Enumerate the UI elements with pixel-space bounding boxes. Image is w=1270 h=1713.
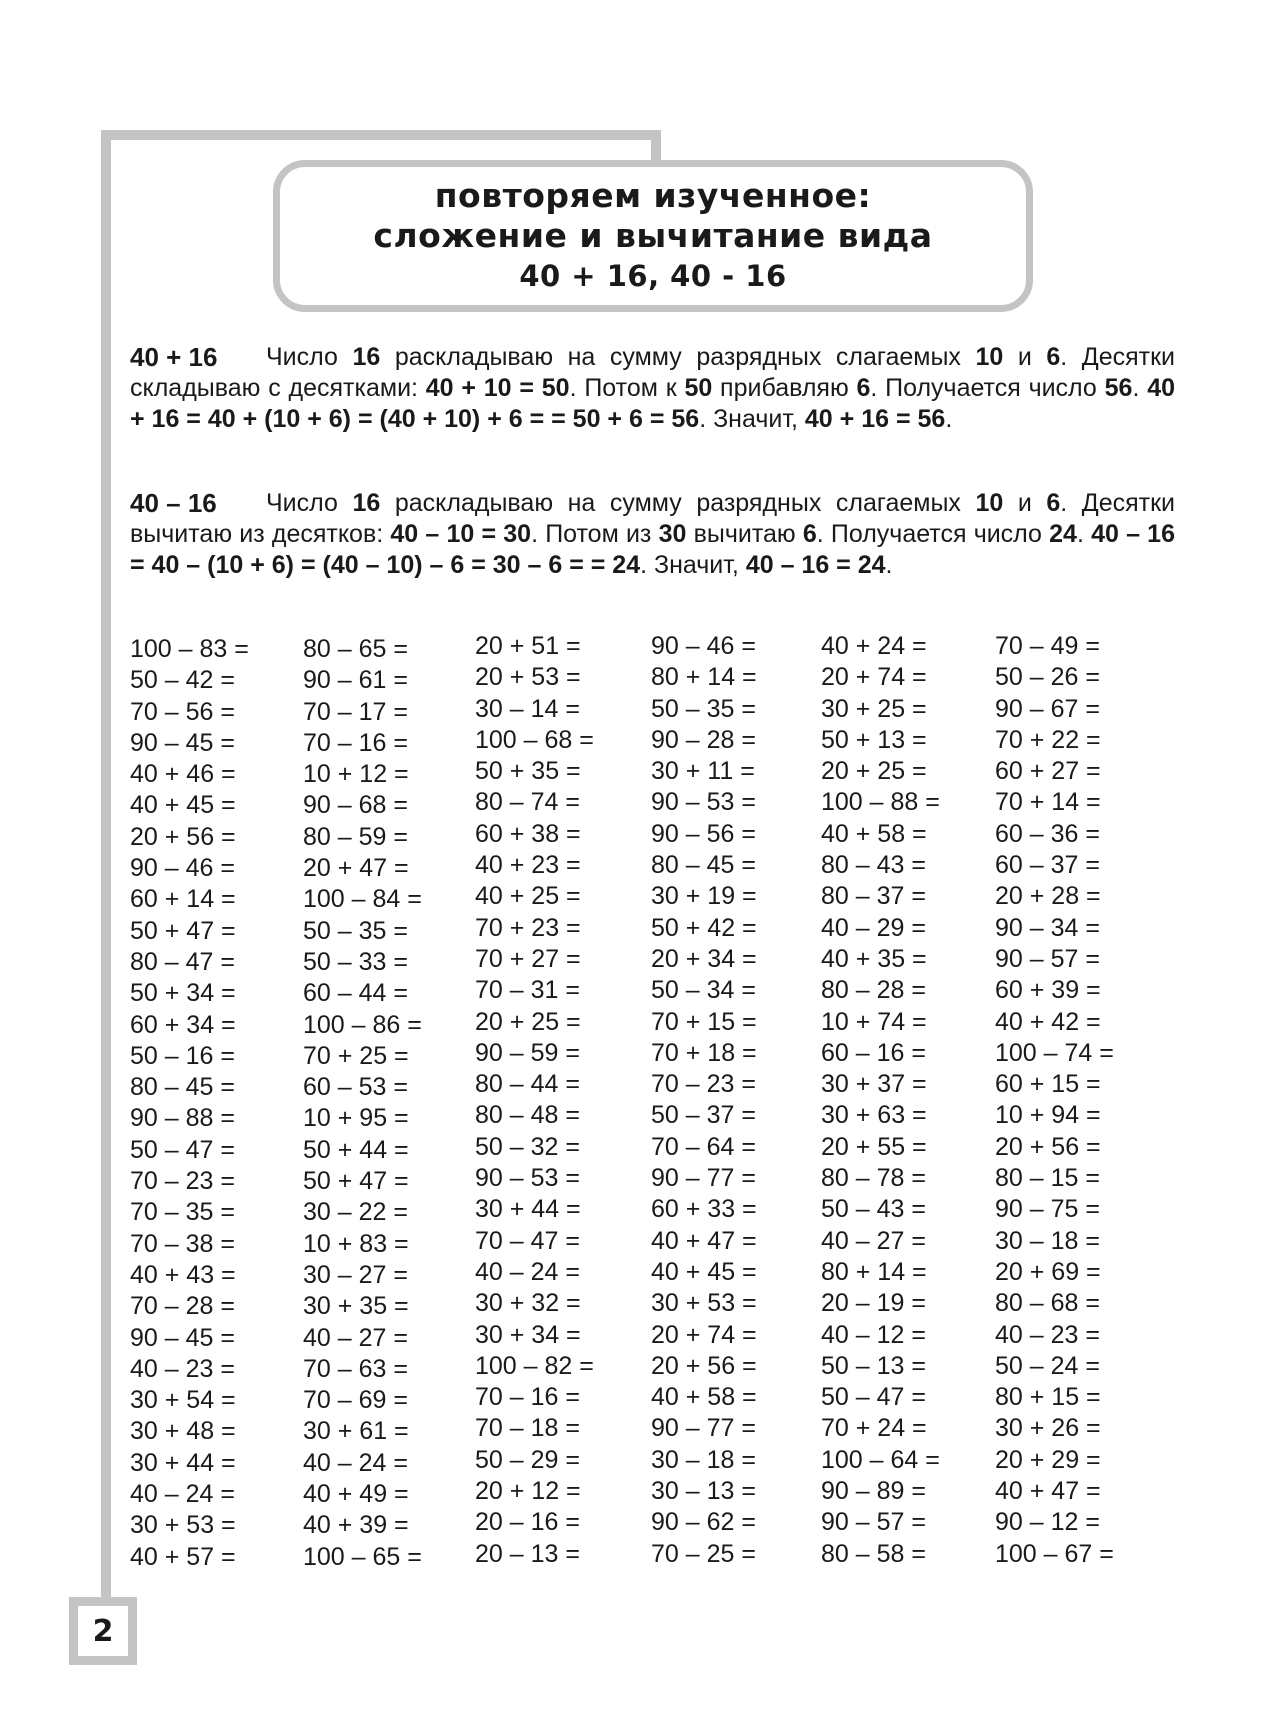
exercise-item: 80 – 15 = bbox=[995, 1164, 1100, 1193]
exercise-item: 80 – 68 = bbox=[995, 1289, 1100, 1318]
exercise-item: 50 – 47 = bbox=[130, 1135, 235, 1164]
exercise-item: 10 + 12 = bbox=[303, 760, 409, 789]
exercise-item: 60 – 44 = bbox=[303, 979, 408, 1008]
exercise-item: 80 – 48 = bbox=[475, 1101, 580, 1130]
exercise-item: 40 + 57 = bbox=[130, 1542, 236, 1571]
exercise-item: 60 + 34 = bbox=[130, 1010, 236, 1039]
exercise-item: 50 + 42 = bbox=[651, 913, 757, 942]
exercise-item: 50 – 32 = bbox=[475, 1132, 580, 1161]
exercise-item: 20 + 51 = bbox=[475, 632, 581, 660]
exercise-item: 40 + 25 = bbox=[475, 882, 581, 911]
exercise-item: 80 – 44 = bbox=[475, 1070, 580, 1099]
exercise-item: 20 + 56 = bbox=[130, 822, 236, 851]
exercise-item: 90 – 61 = bbox=[303, 666, 408, 695]
exercise-item: 80 – 59 = bbox=[303, 822, 408, 851]
exercise-item: 50 + 47 = bbox=[130, 916, 236, 945]
exercise-item: 60 + 38 = bbox=[475, 819, 581, 848]
exercise-item: 20 + 74 = bbox=[821, 663, 927, 692]
exercise-item: 90 – 77 = bbox=[651, 1414, 756, 1443]
exercise-item: 20 + 29 = bbox=[995, 1445, 1101, 1474]
title-line-1: повторяем изученное: bbox=[434, 176, 872, 215]
exercise-item: 40 – 12 = bbox=[821, 1320, 926, 1349]
exercise-item: 70 + 23 = bbox=[475, 913, 581, 942]
exercise-item: 20 + 25 = bbox=[821, 757, 927, 786]
exercise-item: 70 + 27 = bbox=[475, 944, 581, 973]
exercise-item: 60 + 33 = bbox=[651, 1195, 757, 1224]
exercise-item: 50 – 16 = bbox=[130, 1041, 235, 1070]
exercise-item: 100 – 83 = bbox=[130, 635, 249, 663]
exercise-item: 40 – 23 = bbox=[130, 1354, 235, 1383]
title-line-3: 40 + 16, 40 - 16 bbox=[519, 259, 787, 293]
exercise-item: 40 + 39 = bbox=[303, 1511, 409, 1540]
exercise-item: 40 – 29 = bbox=[821, 913, 926, 942]
exercise-item: 20 + 47 = bbox=[303, 854, 409, 883]
exercise-item: 50 – 24 = bbox=[995, 1351, 1100, 1380]
exercise-column-4 bbox=[651, 631, 757, 1570]
exercise-item: 100 – 74 = bbox=[995, 1038, 1114, 1067]
exercise-item: 30 + 37 = bbox=[821, 1070, 927, 1099]
exercise-item: 20 + 55 = bbox=[821, 1132, 927, 1161]
exercise-item: 80 – 45 = bbox=[130, 1073, 235, 1102]
exercise-item: 60 + 39 = bbox=[995, 976, 1101, 1005]
exercise-item: 70 – 18 = bbox=[475, 1414, 580, 1443]
exercise-item: 90 – 53 = bbox=[651, 788, 756, 817]
exercise-item: 30 + 44 = bbox=[475, 1195, 581, 1224]
exercise-item: 70 + 24 = bbox=[821, 1414, 927, 1443]
exercise-item: 80 – 74 = bbox=[475, 788, 580, 817]
exercise-item: 50 – 43 = bbox=[821, 1195, 926, 1224]
exercise-item: 30 – 18 = bbox=[995, 1226, 1100, 1255]
exercise-item: 90 – 46 = bbox=[651, 632, 756, 660]
exercise-item: 70 + 14 = bbox=[995, 788, 1101, 817]
exercise-item: 40 + 58 = bbox=[651, 1383, 757, 1412]
exercise-item: 80 – 47 = bbox=[130, 947, 235, 976]
exercise-item: 40 + 46 = bbox=[130, 760, 236, 789]
exercise-item: 10 + 95 = bbox=[303, 1104, 409, 1133]
exercise-item: 80 – 43 = bbox=[821, 851, 926, 880]
exercise-item: 10 + 83 = bbox=[303, 1229, 409, 1258]
exercise-item: 40 + 45 = bbox=[130, 791, 236, 820]
exercise-item: 30 – 14 = bbox=[475, 694, 580, 723]
exercise-item: 40 – 24 = bbox=[303, 1448, 408, 1477]
exercise-item: 70 – 64 = bbox=[651, 1132, 756, 1161]
exercise-item: 30 + 53 = bbox=[130, 1511, 236, 1540]
exercise-item: 100 – 86 = bbox=[303, 1010, 422, 1039]
example-addition-label: 40 + 16 bbox=[130, 342, 218, 372]
example-subtraction bbox=[130, 488, 1175, 581]
exercise-item: 20 + 74 = bbox=[651, 1320, 757, 1349]
exercise-item: 50 – 35 = bbox=[651, 694, 756, 723]
exercise-item: 40 – 27 = bbox=[303, 1323, 408, 1352]
exercise-item: 40 + 43 = bbox=[130, 1260, 236, 1289]
exercise-item: 70 + 22 = bbox=[995, 725, 1101, 754]
example-addition-text: Число 16 раскладываю на сумму разрядных слагаемых 10 и 6. Десятки складываю с десятками: 40 + 10 = 50. Потом к 50 прибавляю 6. Получается число 56. 40 + 16 = 40 + (10 + 6) = (40 + 10) + 6 = = 50 + 6 = 56. Значит, 40 + 16 = 56. bbox=[130, 343, 1175, 433]
example-subtraction-text: Число 16 раскладываю на сумму разрядных слагаемых 10 и 6. Десятки вычитаю из десятков: 40 – 10 = 30. Потом из 30 вычитаю 6. Получается число 24. 40 – 16 = 40 – (10 + 6) = (40 – 10) – 6 = 30 – 6 = = 24. Значит, 40 – 16 = 24. bbox=[130, 489, 1175, 579]
exercise-item: 60 – 37 = bbox=[995, 851, 1100, 880]
exercise-item: 40 + 45 = bbox=[651, 1257, 757, 1286]
exercise-item: 100 – 64 = bbox=[821, 1445, 940, 1474]
exercise-item: 90 – 34 = bbox=[995, 913, 1100, 942]
exercise-item: 20 + 56 = bbox=[651, 1351, 757, 1380]
exercise-item: 10 + 74 = bbox=[821, 1007, 927, 1036]
exercise-item: 30 + 32 = bbox=[475, 1289, 581, 1318]
exercise-item: 90 – 62 = bbox=[651, 1508, 756, 1537]
exercise-item: 100 – 65 = bbox=[303, 1542, 422, 1571]
exercise-item: 20 + 56 = bbox=[995, 1132, 1101, 1161]
exercise-item: 50 – 37 = bbox=[651, 1101, 756, 1130]
exercise-item: 90 – 75 = bbox=[995, 1195, 1100, 1224]
exercise-item: 30 + 53 = bbox=[651, 1289, 757, 1318]
exercise-item: 80 – 78 = bbox=[821, 1164, 926, 1193]
exercise-item: 30 – 22 = bbox=[303, 1198, 408, 1227]
exercise-item: 50 – 42 = bbox=[130, 666, 235, 695]
exercise-item: 70 + 18 = bbox=[651, 1038, 757, 1067]
exercise-item: 30 + 34 = bbox=[475, 1320, 581, 1349]
exercise-item: 40 + 49 = bbox=[303, 1480, 409, 1509]
exercise-item: 70 – 31 = bbox=[475, 976, 580, 1005]
exercise-item: 20 + 34 = bbox=[651, 944, 757, 973]
exercise-item: 50 – 26 = bbox=[995, 663, 1100, 692]
exercise-item: 30 – 18 = bbox=[651, 1445, 756, 1474]
exercise-item: 80 + 15 = bbox=[995, 1383, 1101, 1412]
exercise-item: 70 – 23 = bbox=[130, 1167, 235, 1196]
exercise-item: 20 + 12 = bbox=[475, 1477, 581, 1506]
exercise-item: 100 – 88 = bbox=[821, 788, 940, 817]
exercise-column-6 bbox=[995, 631, 1114, 1570]
exercise-item: 20 + 28 = bbox=[995, 882, 1101, 911]
exercise-item: 60 + 14 = bbox=[130, 885, 236, 914]
title-line-2: сложение и вычитание вида bbox=[373, 216, 933, 255]
exercise-item: 20 – 13 = bbox=[475, 1539, 580, 1568]
exercise-item: 50 – 35 = bbox=[303, 916, 408, 945]
exercise-item: 70 – 16 = bbox=[475, 1383, 580, 1412]
exercise-item: 40 – 24 = bbox=[475, 1257, 580, 1286]
exercise-item: 90 – 45 = bbox=[130, 1323, 235, 1352]
exercise-item: 50 – 34 = bbox=[651, 976, 756, 1005]
exercise-item: 80 – 65 = bbox=[303, 635, 408, 663]
exercise-item: 20 + 53 = bbox=[475, 663, 581, 692]
exercise-item: 70 + 25 = bbox=[303, 1041, 409, 1070]
exercise-item: 30 + 19 = bbox=[651, 882, 757, 911]
exercise-item: 30 – 27 = bbox=[303, 1260, 408, 1289]
exercise-item: 50 + 47 = bbox=[303, 1167, 409, 1196]
exercise-item: 70 – 38 = bbox=[130, 1229, 235, 1258]
exercise-item: 70 – 17 = bbox=[303, 697, 408, 726]
exercise-item: 20 + 69 = bbox=[995, 1257, 1101, 1286]
exercise-item: 50 – 13 = bbox=[821, 1351, 926, 1380]
exercise-item: 20 – 19 = bbox=[821, 1289, 926, 1318]
exercise-item: 30 + 63 = bbox=[821, 1101, 927, 1130]
exercise-item: 90 – 89 = bbox=[821, 1477, 926, 1506]
exercise-item: 90 – 67 = bbox=[995, 694, 1100, 723]
exercise-item: 40 + 24 = bbox=[821, 632, 927, 660]
exercise-item: 90 – 77 = bbox=[651, 1164, 756, 1193]
exercise-item: 90 – 28 = bbox=[651, 725, 756, 754]
exercise-item: 20 – 16 = bbox=[475, 1508, 580, 1537]
exercise-item: 80 – 58 = bbox=[821, 1539, 926, 1568]
page-number: 2 bbox=[69, 1597, 137, 1665]
exercise-item: 30 + 11 = bbox=[651, 757, 755, 786]
exercise-item: 30 – 13 = bbox=[651, 1477, 756, 1506]
exercise-item: 40 + 47 = bbox=[651, 1226, 757, 1255]
exercise-item: 90 – 88 = bbox=[130, 1104, 235, 1133]
exercise-item: 70 – 23 = bbox=[651, 1070, 756, 1099]
exercise-item: 90 – 45 = bbox=[130, 728, 235, 757]
exercise-item: 40 – 27 = bbox=[821, 1226, 926, 1255]
exercise-item: 30 + 54 = bbox=[130, 1386, 236, 1415]
exercise-item: 100 – 84 = bbox=[303, 885, 422, 914]
exercise-item: 10 + 94 = bbox=[995, 1101, 1101, 1130]
exercise-column-3 bbox=[475, 631, 594, 1570]
exercise-item: 60 – 16 = bbox=[821, 1038, 926, 1067]
exercise-item: 100 – 68 = bbox=[475, 725, 594, 754]
exercise-item: 90 – 57 = bbox=[821, 1508, 926, 1537]
exercise-item: 100 – 82 = bbox=[475, 1351, 594, 1380]
exercise-item: 90 – 57 = bbox=[995, 944, 1100, 973]
exercise-item: 70 – 47 = bbox=[475, 1226, 580, 1255]
exercise-item: 70 – 49 = bbox=[995, 632, 1100, 660]
exercise-item: 70 – 35 = bbox=[130, 1198, 235, 1227]
exercise-item: 90 – 53 = bbox=[475, 1164, 580, 1193]
exercise-item: 70 – 56 = bbox=[130, 697, 235, 726]
example-subtraction-label: 40 – 16 bbox=[130, 488, 217, 518]
example-addition bbox=[130, 342, 1175, 435]
exercise-item: 60 – 53 = bbox=[303, 1073, 408, 1102]
exercise-item: 90 – 46 = bbox=[130, 854, 235, 883]
exercise-item: 40 + 47 = bbox=[995, 1477, 1101, 1506]
exercise-item: 40 + 35 = bbox=[821, 944, 927, 973]
frame-left-border bbox=[101, 130, 111, 1600]
exercise-item: 40 + 23 = bbox=[475, 851, 581, 880]
exercise-item: 70 – 69 = bbox=[303, 1386, 408, 1415]
exercise-column-2 bbox=[303, 634, 422, 1573]
exercise-item: 80 – 37 = bbox=[821, 882, 926, 911]
exercise-item: 70 – 16 = bbox=[303, 728, 408, 757]
exercise-item: 30 + 26 = bbox=[995, 1414, 1101, 1443]
exercise-item: 50 + 44 = bbox=[303, 1135, 409, 1164]
exercise-item: 30 + 35 = bbox=[303, 1292, 409, 1321]
exercise-item: 50 + 34 = bbox=[130, 979, 236, 1008]
exercise-item: 50 – 29 = bbox=[475, 1445, 580, 1474]
exercise-item: 90 – 12 = bbox=[995, 1508, 1100, 1537]
exercise-item: 30 + 25 = bbox=[821, 694, 927, 723]
exercise-item: 60 + 15 = bbox=[995, 1070, 1101, 1099]
exercise-item: 60 – 36 = bbox=[995, 819, 1100, 848]
exercise-item: 50 + 13 = bbox=[821, 725, 927, 754]
exercise-item: 50 + 35 = bbox=[475, 757, 581, 786]
exercise-column-5 bbox=[821, 631, 940, 1570]
exercise-item: 80 – 45 = bbox=[651, 851, 756, 880]
exercise-item: 70 + 15 = bbox=[651, 1007, 757, 1036]
exercise-item: 70 – 63 = bbox=[303, 1354, 408, 1383]
exercise-item: 70 – 28 = bbox=[130, 1292, 235, 1321]
exercise-column-1 bbox=[130, 634, 249, 1573]
exercise-item: 80 + 14 = bbox=[821, 1257, 927, 1286]
exercise-item: 50 – 47 = bbox=[821, 1383, 926, 1412]
exercise-item: 40 – 24 = bbox=[130, 1480, 235, 1509]
exercise-item: 90 – 68 = bbox=[303, 791, 408, 820]
exercise-item: 80 + 14 = bbox=[651, 663, 757, 692]
exercise-item: 40 – 23 = bbox=[995, 1320, 1100, 1349]
exercise-item: 90 – 56 = bbox=[651, 819, 756, 848]
frame-top-border bbox=[101, 130, 659, 140]
exercise-item: 30 + 48 = bbox=[130, 1417, 236, 1446]
exercise-item: 70 – 25 = bbox=[651, 1539, 756, 1568]
exercise-item: 50 – 33 = bbox=[303, 947, 408, 976]
title-box bbox=[273, 160, 1033, 312]
exercise-item: 90 – 59 = bbox=[475, 1038, 580, 1067]
exercise-item: 30 + 44 = bbox=[130, 1448, 236, 1477]
exercise-item: 20 + 25 = bbox=[475, 1007, 581, 1036]
exercise-item: 80 – 28 = bbox=[821, 976, 926, 1005]
exercise-item: 40 + 58 = bbox=[821, 819, 927, 848]
exercise-item: 30 + 61 = bbox=[303, 1417, 409, 1446]
exercise-item: 40 + 42 = bbox=[995, 1007, 1101, 1036]
exercise-item: 60 + 27 = bbox=[995, 757, 1101, 786]
exercise-item: 100 – 67 = bbox=[995, 1539, 1114, 1568]
